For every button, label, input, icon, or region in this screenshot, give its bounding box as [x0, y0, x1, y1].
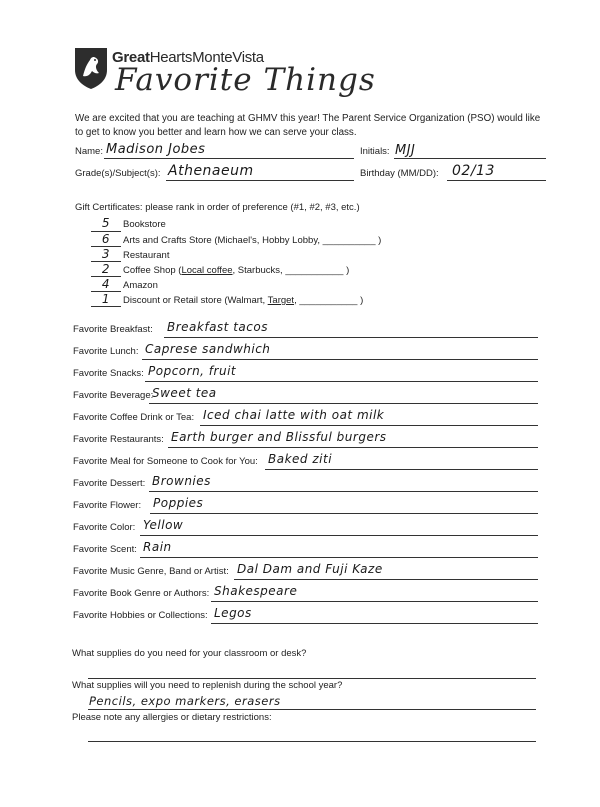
favorite-answer-line	[150, 513, 538, 514]
gift-rank-amazon[interactable]: 4	[101, 277, 111, 291]
gift-rank-arts-crafts[interactable]: 6	[101, 232, 111, 246]
favorite-answer-line	[211, 623, 538, 624]
favorite-answer-line	[200, 425, 538, 426]
gift-option-amazon: Amazon	[123, 280, 158, 291]
supplies-question: What supplies do you need for your classroom or desk?	[72, 648, 307, 659]
favorite-label: Favorite Lunch:	[73, 346, 139, 357]
initials-underline	[394, 158, 546, 159]
allergies-answer-line	[88, 741, 536, 742]
grade-field[interactable]: Athenaeum	[168, 163, 254, 179]
favorite-label: Favorite Beverage:	[73, 390, 154, 401]
favorite-label: Favorite Scent:	[73, 544, 137, 555]
favorite-answer-field[interactable]: Yellow	[143, 518, 184, 532]
favorite-answer-line	[234, 579, 538, 580]
birthday-underline	[447, 180, 546, 181]
birthday-label: Birthday (MM/DD):	[360, 168, 439, 179]
favorite-label: Favorite Snacks:	[73, 368, 144, 379]
favorite-answer-field[interactable]: Earth burger and Blissful burgers	[171, 430, 387, 444]
favorite-answer-line	[168, 447, 538, 448]
replenish-question: What supplies will you need to replenish during the school year?	[72, 680, 343, 691]
initials-label: Initials:	[360, 146, 390, 157]
favorite-label: Favorite Flower:	[73, 500, 142, 511]
favorite-answer-field[interactable]: Sweet tea	[152, 386, 217, 400]
favorite-answer-field[interactable]: Caprese sandwhich	[145, 342, 271, 356]
allergies-question: Please note any allergies or dietary restrictions:	[72, 712, 272, 723]
supplies-answer-line	[88, 678, 536, 679]
favorite-answer-line	[211, 601, 538, 602]
gift-rank-bookstore[interactable]: 5	[101, 216, 111, 230]
gift-option-arts-crafts: Arts and Crafts Store (Michael's, Hobby Lobby, __________ )	[123, 235, 382, 246]
replenish-answer-line	[88, 709, 536, 710]
favorite-answer-line	[164, 337, 538, 338]
favorite-label: Favorite Dessert:	[73, 478, 146, 489]
replenish-answer-field[interactable]: Pencils, expo markers, erasers	[89, 694, 281, 708]
school-name: GreatHeartsMonteVista	[112, 49, 264, 66]
favorite-answer-field[interactable]: Iced chai latte with oat milk	[203, 408, 385, 422]
school-crest-logo	[73, 46, 109, 90]
favorite-answer-field[interactable]: Poppies	[153, 496, 204, 510]
favorite-answer-line	[145, 381, 538, 382]
favorite-label: Favorite Breakfast:	[73, 324, 153, 335]
favorite-answer-field[interactable]: Rain	[143, 540, 172, 554]
gift-option-discount-retail: Discount or Retail store (Walmart, Target, ___________ )	[123, 295, 364, 306]
form-title: Favorite Things	[115, 62, 376, 98]
favorite-answer-field[interactable]: Brownies	[152, 474, 211, 488]
favorite-answer-line	[265, 469, 538, 470]
favorite-answer-field[interactable]: Baked ziti	[268, 452, 333, 466]
name-label: Name:	[75, 146, 103, 157]
favorite-label: Favorite Coffee Drink or Tea:	[73, 412, 195, 423]
favorite-label: Favorite Book Genre or Authors:	[73, 588, 210, 599]
favorite-answer-field[interactable]: Legos	[214, 606, 252, 620]
favorite-label: Favorite Meal for Someone to Cook for You:	[73, 456, 258, 467]
favorite-answer-line	[149, 491, 538, 492]
favorite-answer-line	[140, 535, 538, 536]
gift-rank-restaurant[interactable]: 3	[101, 247, 111, 261]
initials-field[interactable]: MJJ	[395, 143, 416, 158]
gift-certificates-instructions: Gift Certificates: please rank in order of preference (#1, #2, #3, etc.)	[75, 202, 360, 213]
grade-underline	[166, 180, 354, 181]
favorite-label: Favorite Music Genre, Band or Artist:	[73, 566, 229, 577]
favorite-answer-field[interactable]: Dal Dam and Fuji Kaze	[237, 562, 383, 576]
gift-rank-coffee-shop[interactable]: 2	[101, 262, 111, 276]
grade-label: Grade(s)/Subject(s):	[75, 168, 161, 179]
favorite-answer-line	[142, 359, 538, 360]
favorite-answer-line	[140, 557, 538, 558]
gift-option-bookstore: Bookstore	[123, 219, 166, 230]
favorite-label: Favorite Restaurants:	[73, 434, 164, 445]
gift-rank-underline	[91, 306, 121, 307]
intro-text: We are excited that you are teaching at GHMV this year! The Parent Service Organization (PSO) would like to get to know you better and learn how we can serve your class.	[75, 113, 541, 138]
name-field[interactable]: Madison Jobes	[106, 142, 206, 157]
name-underline	[104, 158, 354, 159]
favorite-answer-field[interactable]: Popcorn, fruit	[148, 364, 237, 378]
favorite-label: Favorite Color:	[73, 522, 136, 533]
gift-rank-discount-retail[interactable]: 1	[101, 292, 111, 306]
gift-option-coffee-shop: Coffee Shop (Local coffee, Starbucks, ___________ )	[123, 265, 350, 276]
favorite-label: Favorite Hobbies or Collections:	[73, 610, 208, 621]
birthday-field[interactable]: 02/13	[452, 163, 495, 179]
favorite-answer-field[interactable]: Breakfast tacos	[167, 320, 268, 334]
gift-option-restaurant: Restaurant	[123, 250, 170, 261]
favorite-answer-field[interactable]: Shakespeare	[214, 584, 298, 598]
favorite-answer-line	[149, 403, 538, 404]
